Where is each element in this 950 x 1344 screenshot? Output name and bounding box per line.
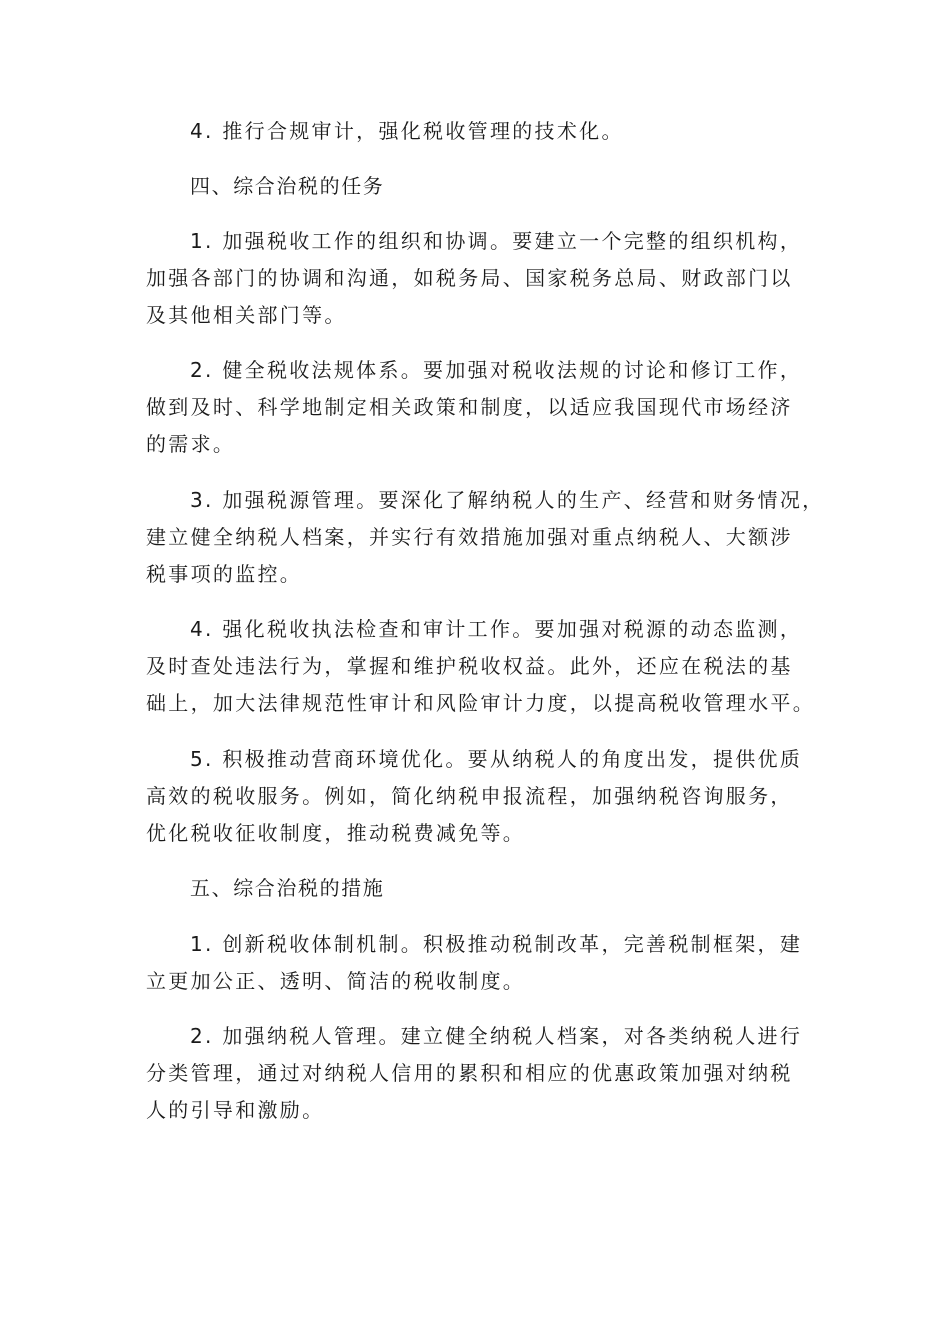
paragraph-line: 础上，加大法律规范性审计和风险审计力度，以提高税收管理水平。 bbox=[146, 691, 815, 715]
paragraph-line: 立更加公正、透明、简洁的税收制度。 bbox=[146, 969, 526, 993]
paragraph-line: 加强各部门的协调和沟通，如税务局、国家税务总局、财政部门以 bbox=[146, 266, 793, 290]
paragraph-line: 及其他相关部门等。 bbox=[146, 303, 347, 327]
section-heading: 五、综合治税的措施 bbox=[190, 876, 385, 900]
paragraph-line: 5. 积极推动营商环境优化。要从纳税人的角度出发，提供优质 bbox=[190, 747, 803, 771]
paragraph-line: 及时查处违法行为，掌握和维护税收权益。此外，还应在税法的基 bbox=[146, 654, 793, 678]
paragraph-line: 优化税收征收制度，推动税费减免等。 bbox=[146, 821, 526, 845]
paragraph-line: 2. 健全税收法规体系。要加强对税收法规的讨论和修订工作， bbox=[190, 358, 803, 382]
paragraph-line: 4. 强化税收执法检查和审计工作。要加强对税源的动态监测， bbox=[190, 617, 803, 641]
paragraph-line: 4. 推行合规审计，强化税收管理的技术化。 bbox=[190, 119, 624, 143]
paragraph-line: 高效的税收服务。例如，简化纳税申报流程，加强纳税咨询服务， bbox=[146, 784, 793, 808]
paragraph-line: 的需求。 bbox=[146, 432, 236, 456]
paragraph-line: 分类管理，通过对纳税人信用的累积和相应的优惠政策加强对纳税 bbox=[146, 1061, 793, 1085]
section-heading: 四、综合治税的任务 bbox=[190, 174, 385, 198]
paragraph-line: 2. 加强纳税人管理。建立健全纳税人档案，对各类纳税人进行 bbox=[190, 1024, 803, 1048]
paragraph-line: 做到及时、科学地制定相关政策和制度，以适应我国现代市场经济 bbox=[146, 395, 793, 419]
paragraph-line: 人的引导和激励。 bbox=[146, 1098, 325, 1122]
paragraph-line: 3. 加强税源管理。要深化了解纳税人的生产、经营和财务情况， bbox=[190, 488, 825, 512]
paragraph-line: 税事项的监控。 bbox=[146, 562, 303, 586]
paragraph-line: 1. 创新税收体制机制。积极推动税制改革，完善税制框架，建 bbox=[190, 932, 803, 956]
paragraph-line: 1. 加强税收工作的组织和协调。要建立一个完整的组织机构， bbox=[190, 229, 803, 253]
paragraph-line: 建立健全纳税人档案，并实行有效措施加强对重点纳税人、大额涉 bbox=[146, 525, 793, 549]
